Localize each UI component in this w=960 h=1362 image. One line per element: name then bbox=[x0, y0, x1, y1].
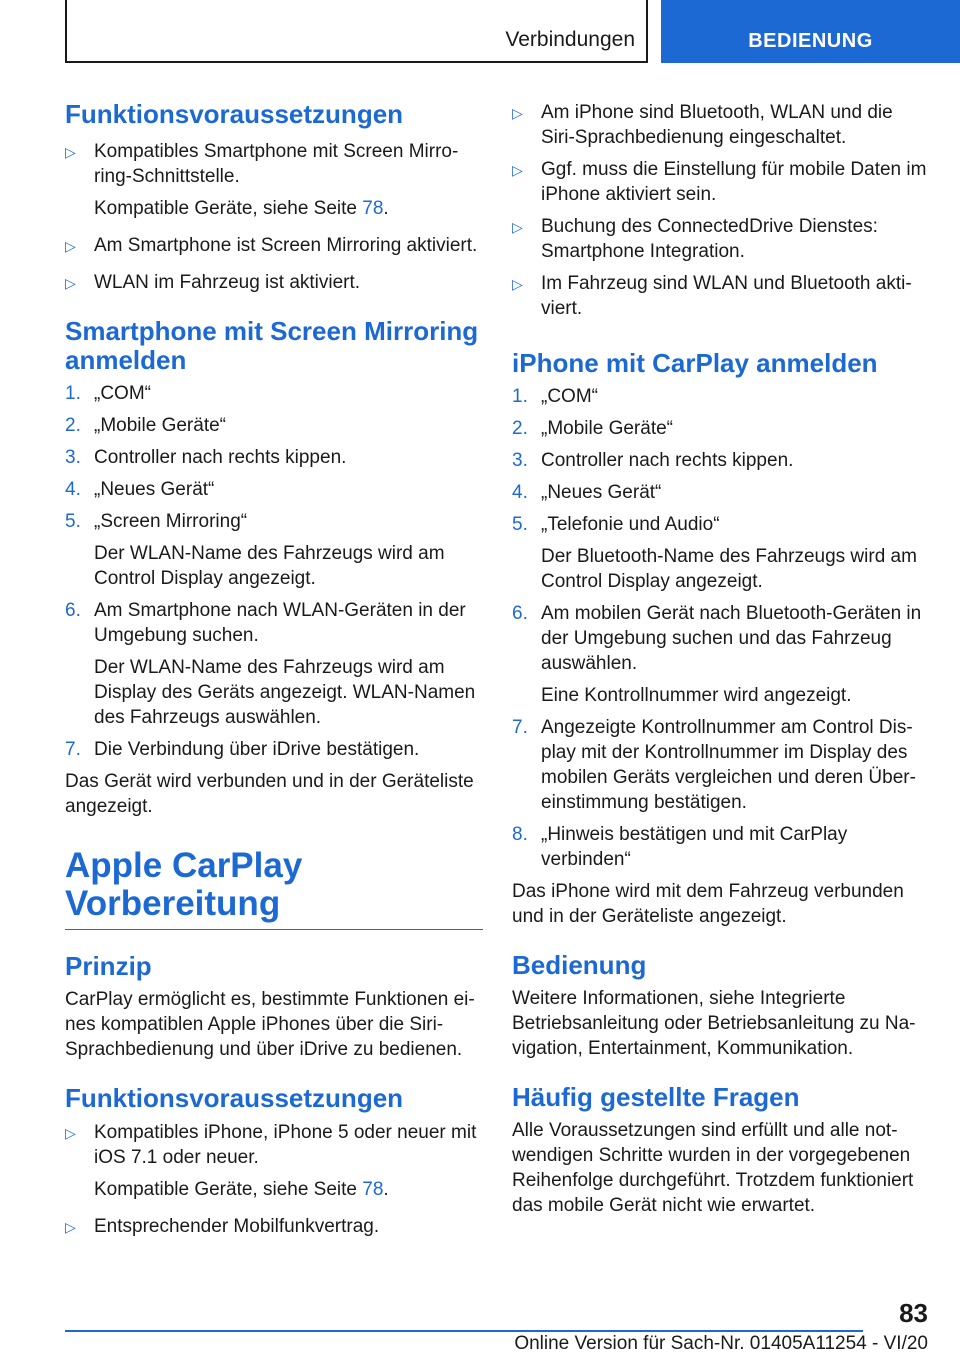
step-number: 3. bbox=[512, 450, 528, 471]
heading-requirements-carplay: Funktionsvoraussetzungen bbox=[65, 1083, 404, 1113]
list-item-note: Kompatible Geräte, siehe Seite 78. bbox=[94, 1179, 389, 1200]
page-reference-link[interactable]: 78 bbox=[362, 198, 384, 219]
step-item: 3. Controller nach rechts kippen. bbox=[65, 447, 347, 468]
step-number: 7. bbox=[512, 717, 528, 738]
result-text: Das Gerät wird verbunden und in der Geräteliste angezeigt. bbox=[65, 771, 474, 817]
triangle-bullet-icon: ▷ bbox=[65, 144, 76, 160]
list-item: ▷ Am Smartphone ist Screen Mirroring aktiviert. bbox=[65, 233, 483, 258]
step-number: 1. bbox=[65, 383, 81, 404]
triangle-bullet-icon: ▷ bbox=[65, 1219, 76, 1235]
heading-bedienung: Bedienung bbox=[512, 950, 647, 980]
triangle-bullet-icon: ▷ bbox=[65, 275, 76, 291]
step-item: 4. „Neues Gerät“ bbox=[512, 482, 662, 503]
heading-requirements: Funktionsvoraussetzungen bbox=[65, 99, 404, 129]
step-number: 2. bbox=[512, 418, 528, 439]
list-item: ▷ Entsprechender Mobilfunkvertrag. bbox=[65, 1214, 483, 1239]
heading-prinzip: Prinzip bbox=[65, 951, 152, 981]
triangle-bullet-icon: ▷ bbox=[512, 276, 523, 292]
bedienung-text: Weitere Informationen, siehe Integrierte Betriebsanleitung oder Betriebsanleitung zu Na-vigation, Entertainment, Kommunikation. bbox=[512, 988, 916, 1059]
step-number: 5. bbox=[65, 511, 81, 532]
step-item: 1. „COM“ bbox=[512, 386, 598, 407]
step-number: 3. bbox=[65, 447, 81, 468]
header-chapter-tab[interactable]: BEDIENUNG bbox=[661, 0, 960, 63]
heading-smartphone-screen-mirroring: Smartphone mit Screen Mirroring anmelden bbox=[65, 316, 479, 375]
step-item: 8. „Hinweis bestätigen und mit CarPlay verbinden“ bbox=[512, 824, 848, 870]
list-item: ▷ Am iPhone sind Bluetooth, WLAN und die Siri-Sprachbedienung eingeschaltet. bbox=[512, 102, 893, 148]
list-item-note: Kompatible Geräte, siehe Seite 78. bbox=[94, 198, 389, 219]
step-item: 5. „Screen Mirroring“ bbox=[65, 511, 248, 532]
footer-divider bbox=[65, 1330, 863, 1332]
step-number: 6. bbox=[512, 603, 528, 624]
triangle-bullet-icon: ▷ bbox=[512, 105, 523, 121]
list-item: ▷ Kompatibles iPhone, iPhone 5 oder neuer mit iOS 7.1 oder neuer. bbox=[65, 1122, 477, 1168]
triangle-bullet-icon: ▷ bbox=[65, 1125, 76, 1141]
triangle-bullet-icon: ▷ bbox=[65, 238, 76, 254]
step-item: 1. „COM“ bbox=[65, 383, 151, 404]
triangle-bullet-icon: ▷ bbox=[512, 162, 523, 178]
step-item: 4. „Neues Gerät“ bbox=[65, 479, 215, 500]
step-item: 5. „Telefonie und Audio“ bbox=[512, 514, 720, 535]
step-item: 2. „Mobile Geräte“ bbox=[65, 415, 226, 436]
step-item: 7. Angezeigte Kontrollnummer am Control Dis-play mit der Kontrollnummer im Display des mobilen Geräts vergleichen und deren Über-einstimmung bestätigen. bbox=[512, 717, 916, 813]
left-column bbox=[65, 100, 483, 1239]
heading-iphone-carplay: iPhone mit CarPlay anmelden bbox=[512, 348, 878, 378]
step-number: 2. bbox=[65, 415, 81, 436]
step-number: 4. bbox=[65, 479, 81, 500]
list-item: ▷ Im Fahrzeug sind WLAN und Bluetooth akti-viert. bbox=[512, 273, 912, 319]
step-item: 6. Am mobilen Gerät nach Bluetooth-Geräten in der Umgebung suchen und das Fahrzeug auswählen. bbox=[512, 603, 922, 674]
result-text: Das iPhone wird mit dem Fahrzeug verbunden und in der Geräteliste angezeigt. bbox=[512, 881, 904, 927]
step-number: 8. bbox=[512, 824, 528, 845]
prinzip-text: CarPlay ermöglicht es, bestimmte Funktionen ei-nes kompatiblen Apple iPhones über die Siri-Sprachbedienung und über iDrive zu bedienen. bbox=[65, 989, 475, 1060]
list-item: ▷ WLAN im Fahrzeug ist aktiviert. bbox=[65, 270, 483, 295]
step-number: 1. bbox=[512, 386, 528, 407]
page-number: 83 bbox=[899, 1298, 928, 1328]
step-item: 6. Am Smartphone nach WLAN-Geräten in der Umgebung suchen. bbox=[65, 600, 466, 646]
faq-text: Alle Voraussetzungen sind erfüllt und alle not-wendigen Schritte wurden in der vorgegebenen Reihenfolge durchgeführt. Trotzdem funktioniert das mobile Gerät nicht wie erwartet. bbox=[512, 1120, 914, 1216]
heading-apple-carplay: Apple CarPlay Vorbereitung bbox=[65, 847, 483, 930]
step-note: Der WLAN-Name des Fahrzeugs wird am Display des Geräts angezeigt. WLAN-Namen des Fahrzeugs auswählen. bbox=[94, 657, 476, 728]
list-item: ▷ Buchung des ConnectedDrive Dienstes: Smartphone Integration. bbox=[512, 216, 878, 262]
triangle-bullet-icon: ▷ bbox=[512, 219, 523, 235]
page-reference-link[interactable]: 78 bbox=[362, 1179, 384, 1200]
step-item: 2. „Mobile Geräte“ bbox=[512, 418, 673, 439]
list-item: ▷ Kompatibles Smartphone mit Screen Mirro-ring-Schnittstelle. bbox=[65, 141, 459, 187]
step-item: 3. Controller nach rechts kippen. bbox=[512, 450, 794, 471]
step-note: Der Bluetooth-Name des Fahrzeugs wird am Control Display angezeigt. bbox=[541, 546, 917, 592]
step-item: 7. Die Verbindung über iDrive bestätigen. bbox=[65, 739, 420, 760]
heading-faq: Häufig gestellte Fragen bbox=[512, 1082, 800, 1112]
step-note: Der WLAN-Name des Fahrzeugs wird am Control Display angezeigt. bbox=[94, 543, 445, 589]
step-number: 6. bbox=[65, 600, 81, 621]
step-number: 4. bbox=[512, 482, 528, 503]
step-number: 7. bbox=[65, 739, 81, 760]
footer-version-text: Online Version für Sach-Nr. 01405A11254 - VI/20 bbox=[514, 1333, 928, 1354]
step-note: Eine Kontrollnummer wird angezeigt. bbox=[541, 685, 852, 706]
header-section-title: Verbindungen bbox=[505, 28, 635, 51]
step-number: 5. bbox=[512, 514, 528, 535]
list-item: ▷ Ggf. muss die Einstellung für mobile Daten im iPhone aktiviert sein. bbox=[512, 159, 927, 205]
right-column bbox=[512, 100, 930, 1218]
